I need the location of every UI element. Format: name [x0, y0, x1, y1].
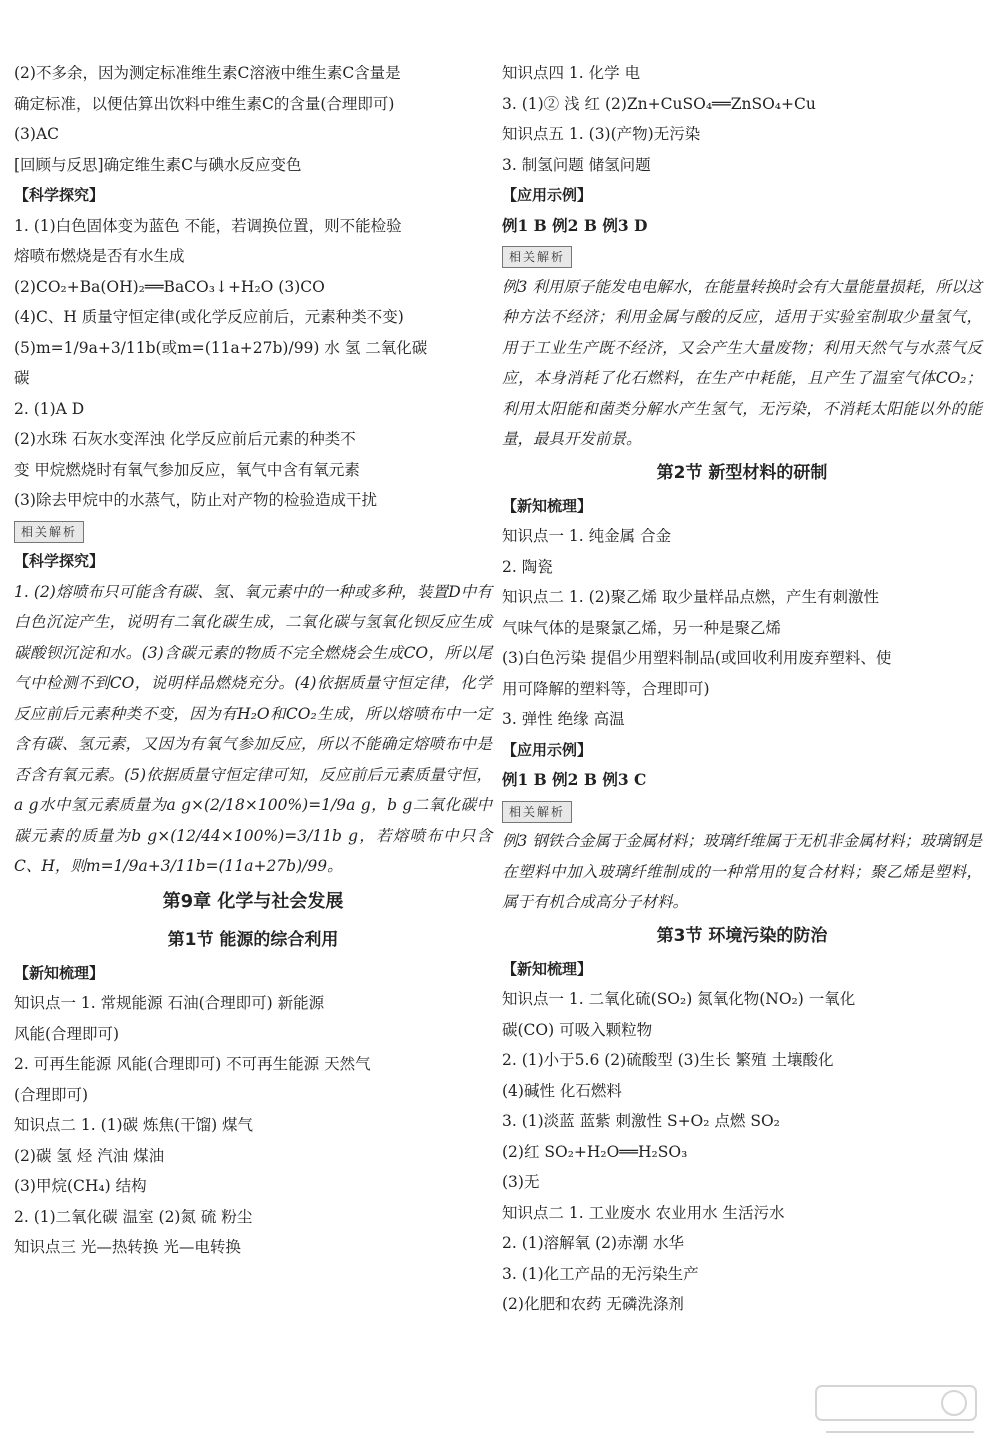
text-line: 用可降解的塑料等，合理即可): [502, 679, 710, 698]
text-line: 碳: [14, 369, 30, 387]
analysis-text: 1. (2)熔喷布只可能含有碳、氢、氧元素中的一种或多种，装置D中有白色沉淀产生，说明有二氧化碳生成，二氧化碳与氢氧化钡反应生成碳酸钡沉淀和水。(3)含碳元素的物质不完全燃烧会生成CO，所以尾气中检测不到CO，说明样品燃烧充分。(4)依据质量守恒定律，化学反应前后元素种类不变，因为有H₂O和CO₂生成，所以熔喷布中一定含有碳、氢元素，又因为有氧气参加反应，所以不能确定熔喷布中是否含有氧元素。(5)依据质量守恒定律可知，反应前后元素质量守恒，a g水中氢元素质量为a g×(2/18×100%)=1/9a g，b g二氧化碳中碳元素的质量为b g×(12/44×100%)=3/11b g，若熔喷布中只含C、H，则m=1/9a+3/11b=(11a+27b)/99。: [14, 582, 492, 875]
text-line: (2)CO₂+Ba(OH)₂══BaCO₃↓+H₂O (3)CO: [14, 277, 325, 296]
section-header: 【科学探究】: [14, 186, 105, 204]
section-header: 【科学探究】: [14, 552, 105, 570]
text-line: [回顾与反思]确定维生素C与碘水反应变色: [14, 155, 302, 174]
section-title: 第3节 环境污染的防治: [656, 925, 828, 946]
text-line: 2. 可再生能源 风能(合理即可) 不可再生能源 天然气: [14, 1055, 371, 1073]
text-line: 知识点三 光—热转换 光—电转换: [14, 1238, 241, 1256]
text-line: 3. (1)② 浅 红 (2)Zn+CuSO₄══ZnSO₄+Cu: [502, 94, 816, 113]
text-line: 碳(CO) 可吸入颗粒物: [502, 1020, 653, 1039]
text-line: (2)化肥和农药 无磷洗涤剂: [502, 1295, 684, 1313]
section-header: 【新知梳理】: [502, 496, 593, 515]
text-line: (2)水珠 石灰水变浑浊 化学反应前后元素的种类不: [14, 430, 356, 448]
text-line: 确定标准，以便估算出饮料中维生素C的含量(合理即可): [14, 94, 395, 113]
text-line: 3. 制氢问题 储氢问题: [502, 155, 651, 174]
text-line: (5)m=1/9a+3/11b(或m=(11a+27b)/99) 水 氢 二氧化碳: [14, 338, 428, 357]
text-line: (2)红 SO₂+H₂O══H₂SO₃: [502, 1142, 688, 1161]
section-header: 【应用示例】: [502, 186, 593, 204]
section-header: 【新知梳理】: [502, 959, 593, 978]
chapter-title: 第9章 化学与社会发展: [162, 890, 344, 912]
text-line: 知识点二 1. 工业废水 农业用水 生活污水: [502, 1203, 785, 1222]
text-line: 3. (1)淡蓝 蓝紫 刺激性 S+O₂ 点燃 SO₂: [502, 1112, 780, 1130]
text-line: 2. (1)小于5.6 (2)硫酸型 (3)生长 繁殖 土壤酸化: [502, 1051, 834, 1069]
text-line: (3)AC: [14, 125, 60, 143]
text-line: 1. (1)白色固体变为蓝色 不能，若调换位置，则不能检验: [14, 216, 402, 235]
text-line: 知识点二 1. (1)碳 炼焦(干馏) 煤气: [14, 1116, 254, 1134]
text-line: 变 甲烷燃烧时有氧气参加反应，氧气中含有氧元素: [14, 460, 360, 479]
text-line: (4)C、H 质量守恒定律(或化学反应前后，元素种类不变): [14, 308, 404, 326]
text-line: (3)甲烷(CH₄) 结构: [14, 1177, 147, 1195]
text-line: 知识点一 1. 纯金属 合金: [502, 527, 672, 545]
analysis-text: 例3 钢铁合金属于金属材料；玻璃纤维属于无机非金属材料；玻璃钢是在塑料中加入玻璃纤维制成的一种常用的复合材料；聚乙烯是塑料，属于有机合成高分子材料。: [502, 832, 982, 911]
right-column: [502, 58, 982, 1320]
text-line: (2)不多余，因为测定标准维生素C溶液中维生素C含量是: [14, 64, 401, 82]
section-header: 【新知梳理】: [14, 963, 105, 982]
analysis-text: 例3 利用原子能发电电解水，在能量转换时会有大量能量损耗，所以这种方法不经济；利用金属与酸的反应，适用于实验室制取少量氢气，用于工业生产既不经济，又会产生大量废物；利用天然气与水蒸气反应，本身消耗了化石燃料，在生产中耗能，且产生了温室气体CO₂；利用太阳能和菌类分解水产生氢气，无污染，不消耗太阳能以外的能量，最具开发前景。: [502, 277, 982, 448]
text-line: (3)除去甲烷中的水蒸气，防止对产物的检验造成干扰: [14, 491, 377, 509]
text-line: 熔喷布燃烧是否有水生成: [14, 247, 185, 265]
text-line: (3)无: [502, 1173, 540, 1191]
text-line: 2. (1)二氧化碳 温室 (2)氮 硫 粉尘: [14, 1207, 253, 1226]
text-line: 知识点四 1. 化学 电: [502, 64, 641, 82]
analysis-tag: 相关解析: [14, 521, 84, 543]
text-line: 知识点一 1. 二氧化硫(SO₂) 氮氧化物(NO₂) 一氧化: [502, 990, 856, 1008]
left-column: [14, 58, 492, 1263]
text-line: (合理即可): [14, 1085, 89, 1104]
text-line: 2. (1)溶解氧 (2)赤潮 水华: [502, 1234, 684, 1252]
analysis-tag: 相关解析: [502, 801, 572, 823]
text-line: 知识点五 1. (3)(产物)无污染: [502, 125, 701, 143]
section-title: 第2节 新型材料的研制: [656, 462, 828, 483]
text-line: 知识点二 1. (2)聚乙烯 取少量样品点燃，产生有刺激性: [502, 588, 880, 606]
section-title: 第1节 能源的综合利用: [167, 929, 339, 950]
text-line: (2)碳 氢 烃 汽油 煤油: [14, 1146, 165, 1165]
answer-line: 例1 B 例2 B 例3 C: [502, 770, 647, 789]
text-line: 知识点一 1. 常规能源 石油(合理即可) 新能源: [14, 994, 325, 1012]
watermark-logo-icon: [814, 1382, 984, 1442]
analysis-tag: 相关解析: [502, 246, 572, 268]
text-line: 3. 弹性 绝缘 高温: [502, 710, 625, 728]
section-header: 【应用示例】: [502, 740, 593, 759]
text-line: 气味气体的是聚氯乙烯，另一种是聚乙烯: [502, 618, 782, 637]
text-line: 2. 陶瓷: [502, 557, 553, 576]
answer-line: 例1 B 例2 B 例3 D: [502, 215, 648, 235]
text-line: (3)白色污染 提倡少用塑料制品(或回收利用废弃塑料、使: [502, 649, 892, 667]
text-line: 3. (1)化工产品的无污染生产: [502, 1264, 699, 1283]
text-line: (4)碱性 化石燃料: [502, 1081, 622, 1100]
text-line: 风能(合理即可): [14, 1024, 120, 1043]
text-line: 2. (1)A D: [14, 399, 85, 418]
